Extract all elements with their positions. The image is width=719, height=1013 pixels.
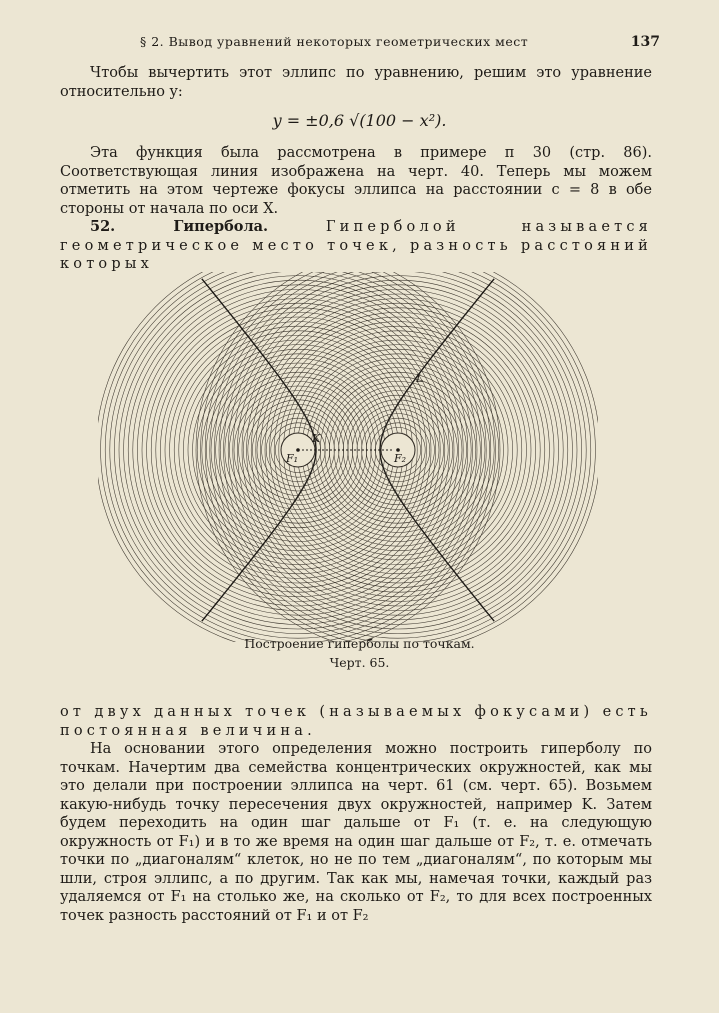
section-number: 52. Гипербола. <box>90 218 269 235</box>
label-f1: F₁ <box>286 452 299 465</box>
paragraph-2-text: от двух данных точек (называемых фокусами) есть постоянная величина. <box>60 704 652 739</box>
hyperbola-figure <box>98 272 598 642</box>
section-hyperbola <box>60 218 652 274</box>
header-title: § 2. Вывод уравнений некоторых геометрических мест <box>140 34 529 49</box>
concentric-circles-diagram <box>98 272 598 642</box>
paragraph-3 <box>60 740 652 925</box>
page-number: 137 <box>630 34 660 50</box>
section-lead: Гиперболой называется геометрическое место точек, разность расстояний которых <box>60 219 653 272</box>
figure-caption: Построение гиперболы по точкам. <box>244 636 475 651</box>
label-f2: F₂ <box>394 452 407 465</box>
running-header <box>140 34 660 50</box>
formula: y = ±0,6 √(100 − x²). <box>272 111 447 130</box>
paragraph-2 <box>60 703 652 740</box>
figure-number: Черт. 65. <box>329 655 390 670</box>
paragraph-1 <box>60 144 652 218</box>
intro-paragraph <box>60 64 652 101</box>
paragraph-3-text: На основании этого определения можно построить гиперболу по точкам. Начертим два семейства концентрических окружностей, как мы это делали при построении эллипса на черт. 61 (см. черт. 65). Возьмем какую-нибудь точку пересечения двух окружностей, например K. Затем будем переходить на один шаг дальше от F₁ (т. е. на следующую окружность от F₁) и в то же время на один шаг дальше от F₂, т. е. отмечать точки по „диагоналям“ клеток, но не по тем „диагоналям“, по которым мы шли, строя эллипс, а по другим. Так как мы, намечая точки, каждый раз удаляемся от F₁ на столько же, на сколько от F₂, то для всех построенных точек разность расстояний от F₁ и от F₂ <box>60 741 652 924</box>
label-l: L <box>416 372 424 385</box>
label-k: K <box>312 432 321 445</box>
intro-line: Чтобы вычертить этот эллипс по уравнению, решим это уравнение относительно y: <box>60 65 652 100</box>
paragraph-1-text: Эта функция была рассмотрена в примере п 30 (стр. 86). Соответствующая линия изображена на черт. 40. Теперь мы можем отметить на этом чертеже фокусы эллипса на расстоянии c = 8 в обе стороны от начала по оси X. <box>60 145 652 217</box>
